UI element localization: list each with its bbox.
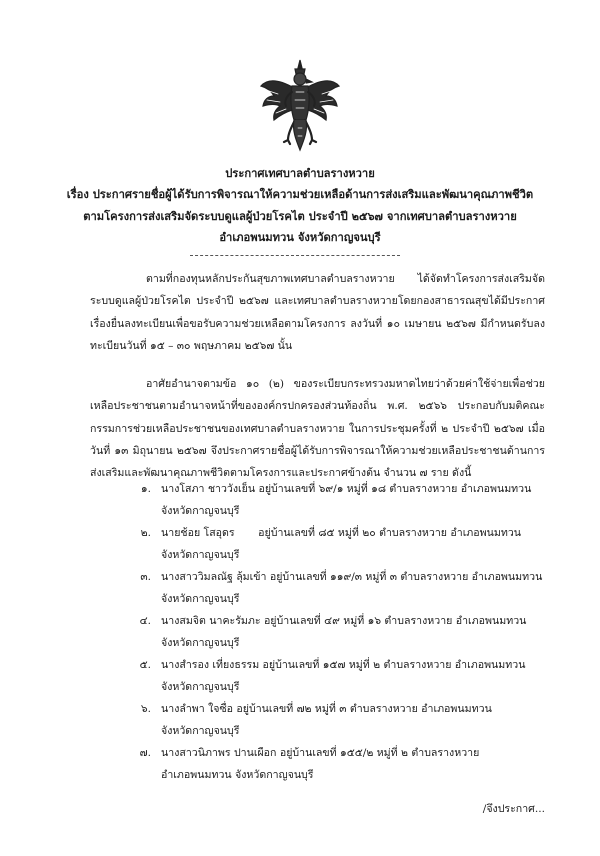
- item-line-1: นางสาววิมลณัฐ ลุ้มเข้า อยู่บ้านเลขที่ ๑๑๙/๓ หมู่ที่ ๓ ตำบลรางหวาย อำเภอพนมทวน: [161, 571, 543, 583]
- item-text: [161, 566, 551, 610]
- item-line-1: นางสมจิต นาคะรัมภะ อยู่บ้านเลขที่ ๔๙ หมู่ที่ ๑๖ ตำบลรางหวาย อำเภอพนมทวน: [161, 615, 527, 627]
- project-line: ตามโครงการส่งเสริมจัดระบบดูแลผู้ป่วยโรคไต ประจำปี ๒๕๖๗ จากเทศบาลตำบลรางหวาย: [83, 209, 517, 223]
- item-text: [161, 610, 551, 654]
- paragraph-2: [90, 373, 545, 484]
- paragraph-1-text: ตามที่กองทุนหลักประกันสุขภาพเทศบาลตำบลรางหวาย ได้จัดทำโครงการส่งเสริมจัดระบบดูแลผู้ป่วยโรคไต ประจำปี ๒๕๖๗ และเทศบาลตำบลรางหวายโดยกองสาธารณสุขได้มีประกาศเรื่องยื่นลงทะเบียนเพื่อขอรับความช่วยเหลือตามโครงการ ลงวันที่ ๑๐ เมษายน ๒๕๖๗ มีกำหนดรับลงทะเบียนวันที่ ๑๕ – ๓๐ พฤษภาคม ๒๕๖๗ นั้น: [90, 273, 545, 352]
- item-line-2: จังหวัดกาญจนบุรี: [161, 549, 240, 561]
- continuation-note: /จึงประกาศ...: [482, 803, 545, 815]
- item-text: [161, 478, 551, 522]
- item-number: ๒.: [140, 527, 151, 539]
- item-line-1: นางสาวนิภาพร ปานเผือก อยู่บ้านเลขที่ ๑๕๕/๒ หมู่ที่ ๒ ตำบลรางหวาย: [161, 747, 480, 759]
- item-text: [161, 654, 551, 698]
- item-number: ๖.: [140, 703, 151, 715]
- item-line-1: นางสำรอง เที่ยงธรรม อยู่บ้านเลขที่ ๑๕๗ หมู่ที่ ๒ ตำบลรางหวาย อำเภอพนมทวน: [161, 659, 526, 671]
- announcement-title: ประกาศเทศบาลตำบลรางหวาย: [225, 166, 375, 180]
- paragraph-1: [90, 268, 545, 357]
- item-line-2: อำเภอพนมทวน จังหวัดกาญจนบุรี: [161, 769, 314, 781]
- item-text: [161, 522, 551, 566]
- item-line-2: จังหวัดกาญจนบุรี: [161, 681, 240, 693]
- item-line-2: จังหวัดกาญจนบุรี: [161, 593, 240, 605]
- item-text: [161, 742, 551, 786]
- item-text: [161, 698, 551, 742]
- item-number: ๑.: [140, 483, 151, 495]
- heading-divider: [190, 255, 400, 256]
- item-number: ๗.: [139, 747, 151, 759]
- paragraph-2-text: อาศัยอำนาจตามข้อ ๑๐ (๒) ของระเบียบกระทรวงมหาดไทยว่าด้วยค่าใช้จ่ายเพื่อช่วยเหลือประชาชนตามอำนาจหน้าที่ขององค์กรปกครองส่วนท้องถิ่น พ.ศ. ๒๕๖๖ ประกอบกับมติคณะกรรมการช่วยเหลือประชาชนของเทศบาลตำบลรางหวาย ในการประชุมครั้งที่ ๒ ประจำปี ๒๕๖๗ เมื่อวันที่ ๑๓ มิถุนายน ๒๕๖๗ จึงประกาศรายชื่อผู้ได้รับการพิจารณาให้ความช่วยเหลือประชาชนด้านการส่งเสริมและพัฒนาคุณภาพชีวิตตามโครงการและประกาศข้างต้น จำนวน ๗ ราย ดังนี้: [90, 378, 545, 480]
- item-number: ๔.: [139, 615, 151, 627]
- item-line-2: จังหวัดกาญจนบุรี: [161, 637, 240, 649]
- item-line-1: นางลำพา ใจซื่อ อยู่บ้านเลขที่ ๗๒ หมู่ที่ ๓ ตำบลรางหวาย อำเภอพนมทวน: [161, 703, 492, 715]
- item-line-1: นางโสภา ชาววังเย็น อยู่บ้านเลขที่ ๖๙/๑ หมู่ที่ ๑๘ ตำบลรางหวาย อำเภอพนมทวน: [161, 483, 532, 495]
- item-line-2: จังหวัดกาญจนบุรี: [161, 725, 240, 737]
- item-line-1: นายช้อย โสอุดร อยู่บ้านเลขที่ ๘๕ หมู่ที่ ๒๐ ตำบลรางหวาย อำเภอพนมทวน: [161, 527, 522, 539]
- item-number: ๓.: [140, 571, 151, 583]
- item-line-2: จังหวัดกาญจนบุรี: [161, 505, 240, 517]
- location-line: อำเภอพนมทวน จังหวัดกาญจนบุรี: [219, 230, 381, 244]
- item-number: ๕.: [139, 659, 151, 671]
- subject-line: เรื่อง ประกาศรายชื่อผู้ได้รับการพิจารณาให้ความช่วยเหลือด้านการส่งเสริมและพัฒนาคุณภาพชีวิต: [66, 187, 534, 201]
- garuda-emblem-icon: [258, 58, 342, 153]
